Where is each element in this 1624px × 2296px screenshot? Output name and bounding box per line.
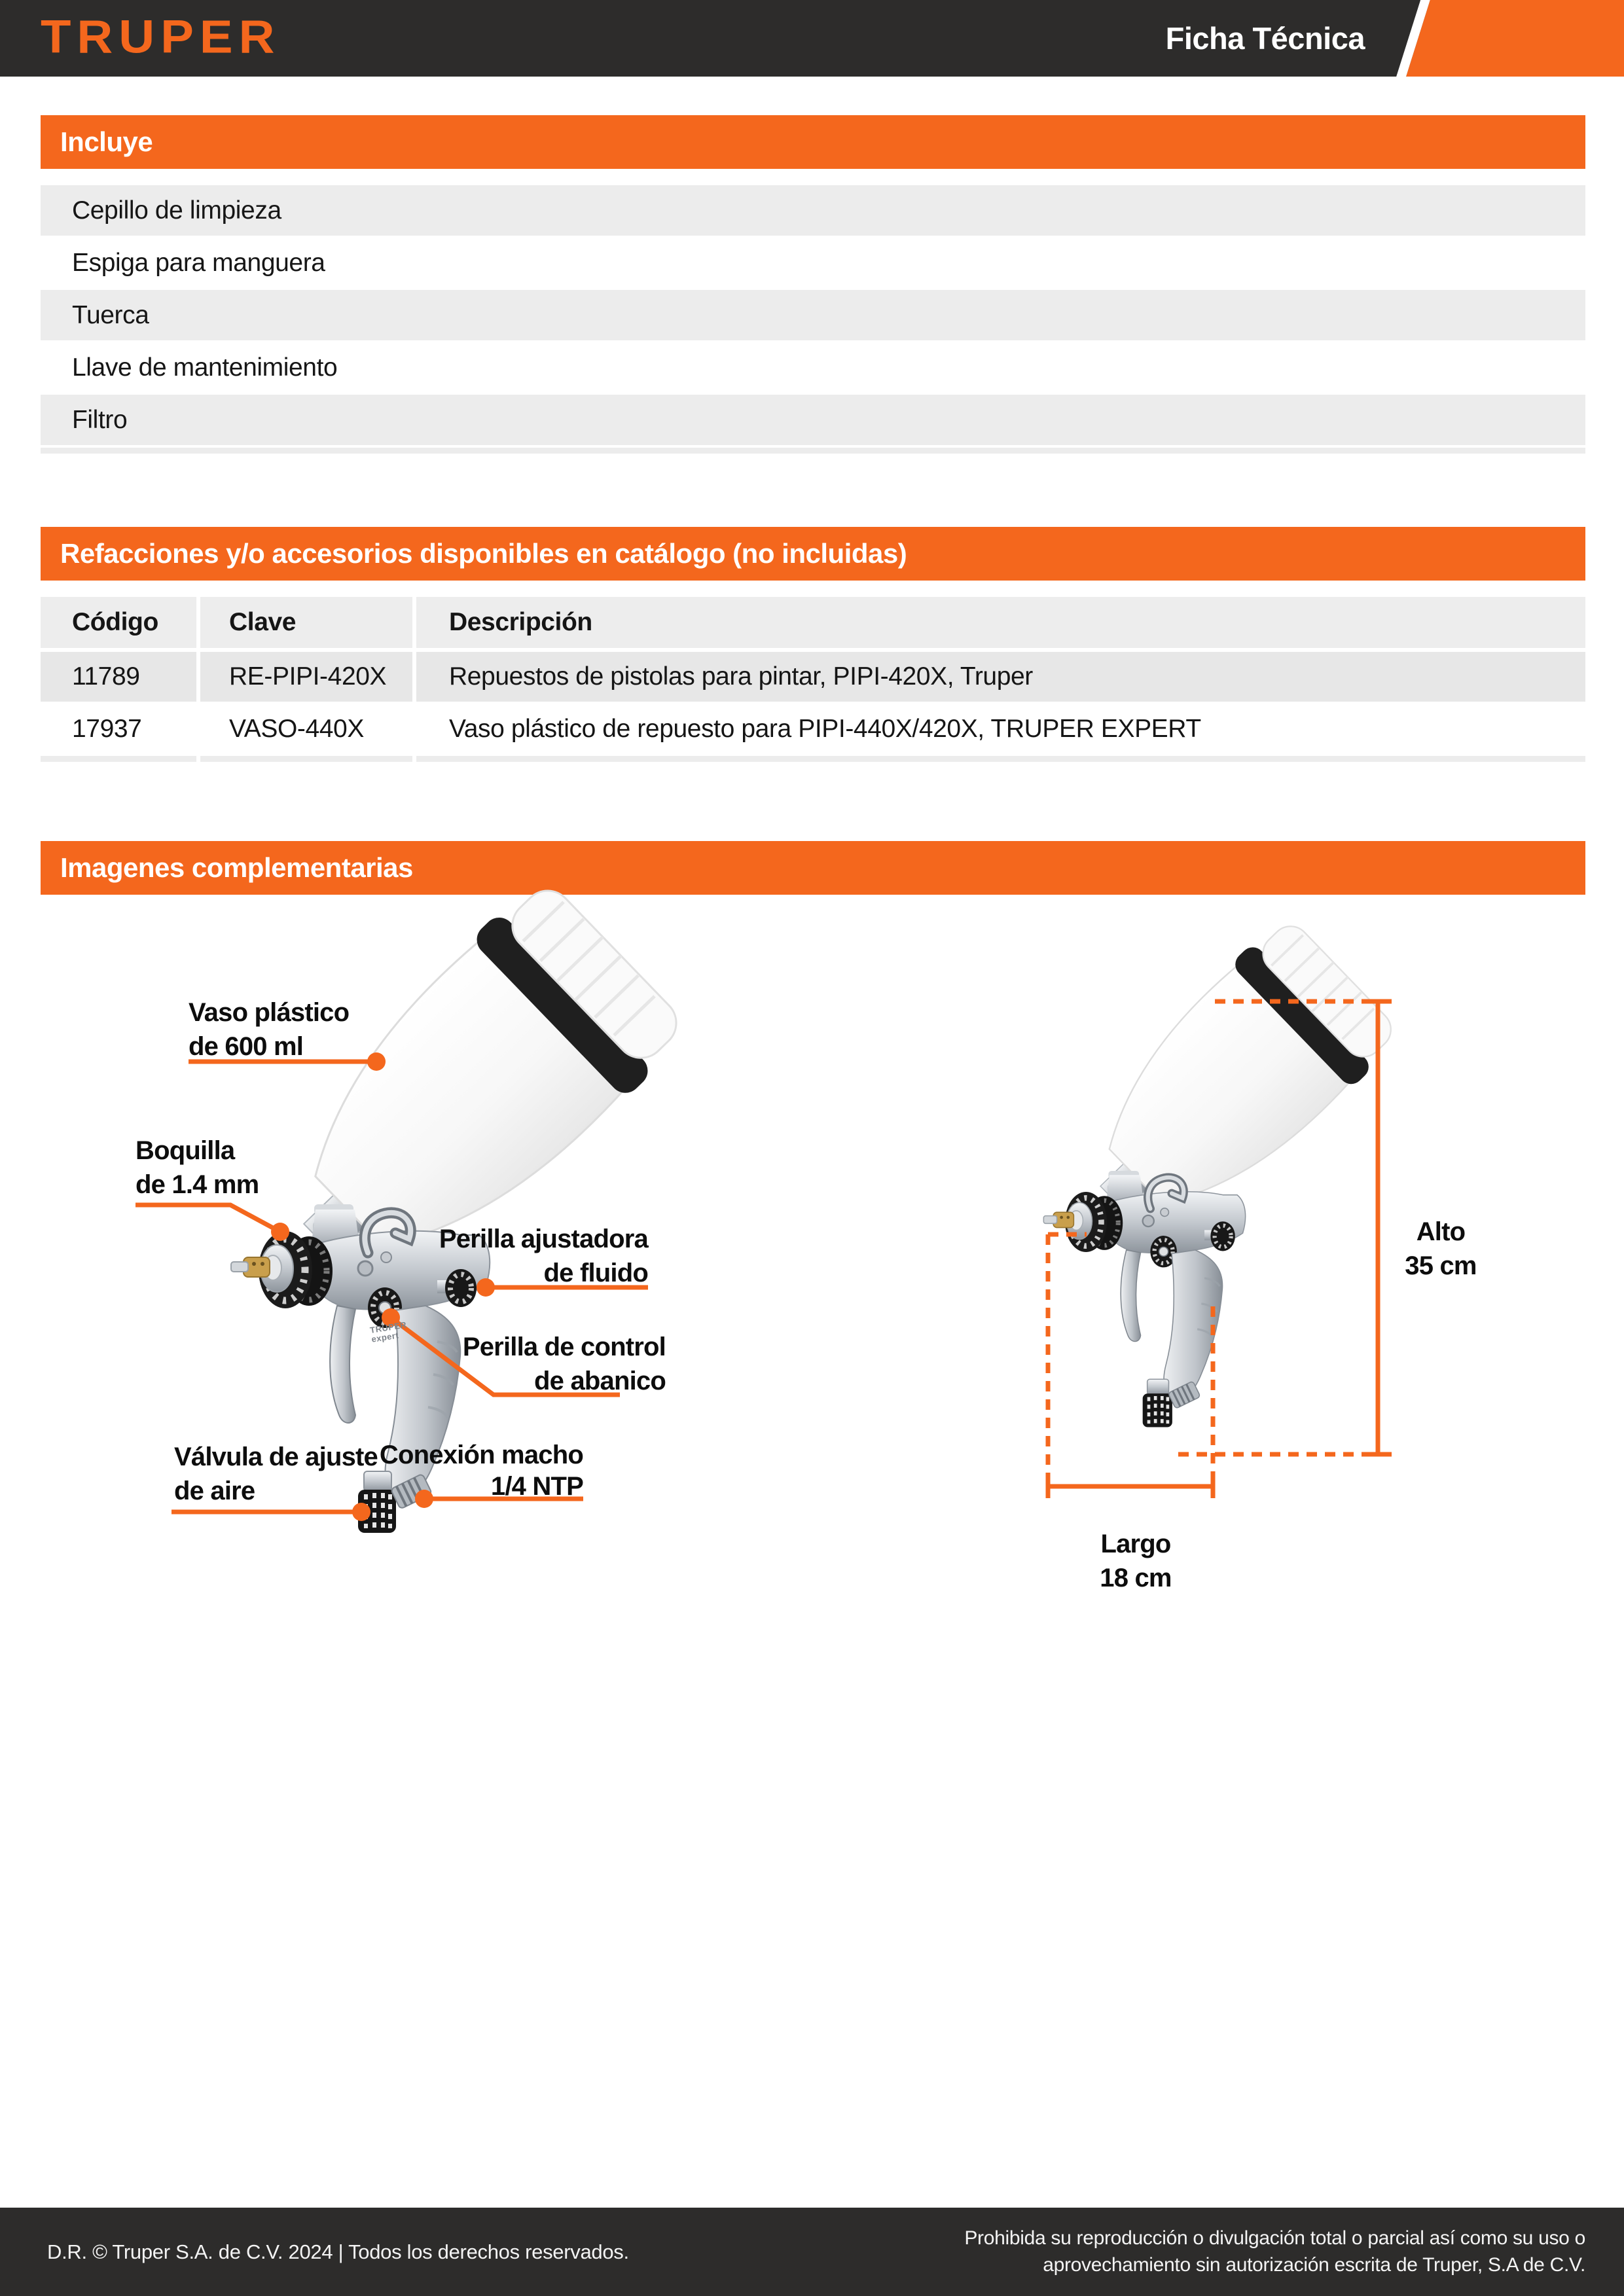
column-header: Código [72,608,158,636]
cell-codigo: 17937 [72,715,142,743]
document-type-title: Ficha Técnica [1165,21,1365,56]
gun-engraving: TRUPER expert [369,1319,408,1344]
list-item: Llave de mantenimiento [72,353,338,382]
section-title: Refacciones y/o accesorios disponibles en catálogo (no incluidas) [60,538,907,569]
list-item: Filtro [41,395,1585,445]
footer-bar [0,2208,1624,2296]
column-header: Descripción [449,608,592,636]
list-item: Espiga para manguera [72,249,325,277]
column-header: Clave [229,608,297,636]
section-title: Incluye [60,126,153,157]
cell-clave: RE-PIPI-420X [229,662,387,691]
copyright-text: D.R. © Truper S.A. de C.V. 2024 | Todos los derechos reservados. [47,2240,629,2263]
dimension-alto: Alto 35 cm [1405,1217,1477,1280]
annotation-conexion: Conexión macho 1/4 NTP [379,1441,583,1501]
section-title: Imagenes complementarias [60,852,413,883]
list-item: Tuerca [41,290,1585,340]
annotation-valvula: Válvula de ajuste de aire [174,1443,378,1505]
list-item: Cepillo de limpieza [41,185,1585,236]
annotation-perilla-fluido: Perilla ajustadora de fluido [439,1225,648,1287]
cell-descripcion: Repuestos de pistolas para pintar, PIPI-420X, Truper [449,662,1033,691]
dimension-largo: Largo 18 cm [1100,1530,1172,1592]
annotation-boquilla: Boquilla de 1.4 mm [135,1136,259,1199]
annotation-perilla-abanico: Perilla de control de abanico [462,1333,666,1395]
legal-text: Prohibida su reproducción o divulgación total o parcial así como su uso o aprovechamiento sin autorización escrita de Truper, S.A de C.V. [964,2227,1585,2276]
cell-descripcion: Vaso plástico de repuesto para PIPI-440X/420X, TRUPER EXPERT [449,715,1201,743]
truper-logo: TRUPER [41,10,281,63]
cell-clave: VASO-440X [229,715,364,743]
cell-codigo: 11789 [72,662,140,691]
annotation-vaso: Vaso plástico de 600 ml [189,998,350,1061]
